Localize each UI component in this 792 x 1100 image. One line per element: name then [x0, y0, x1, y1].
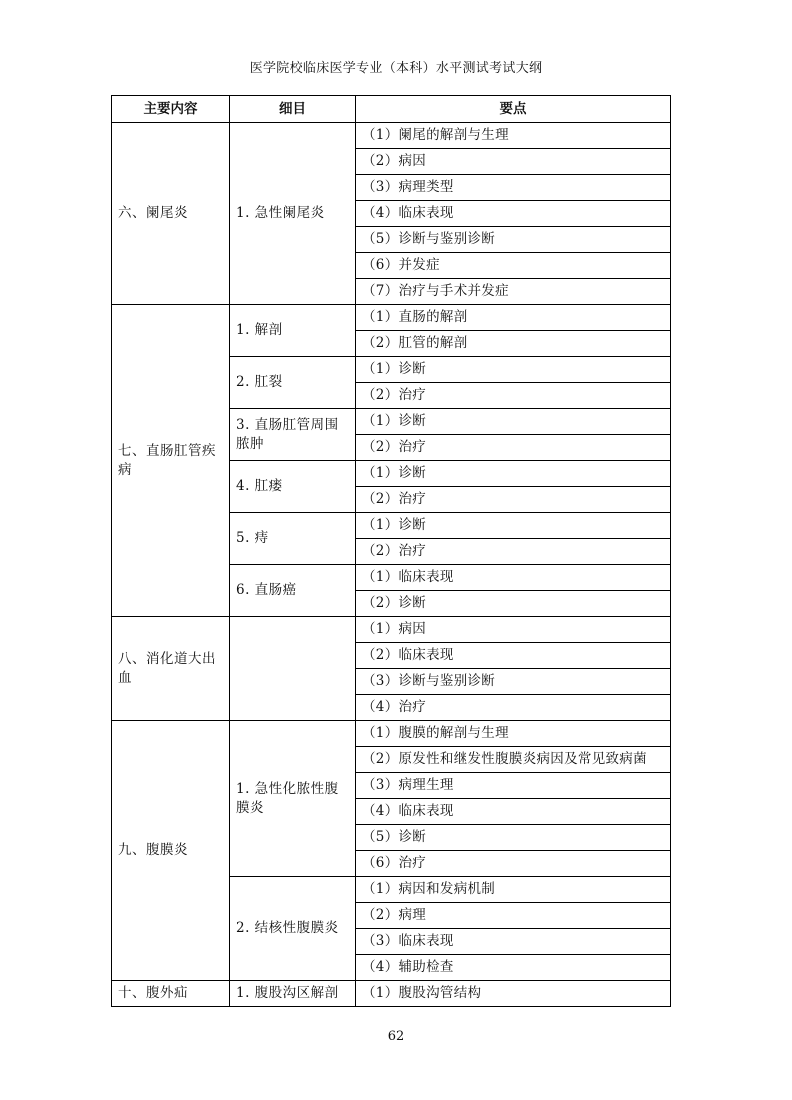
table-row — [112, 305, 671, 331]
detail-item: 1. 急性化脓性腹膜炎 — [230, 721, 356, 877]
key-point: （1）诊断 — [356, 461, 671, 487]
key-point: （2）治疗 — [356, 383, 671, 409]
key-point: （1）诊断 — [356, 409, 671, 435]
key-point: （1）诊断 — [356, 513, 671, 539]
key-point: （4）临床表现 — [356, 799, 671, 825]
key-point: （2）肛管的解剖 — [356, 331, 671, 357]
key-point: （1）阑尾的解剖与生理 — [356, 123, 671, 149]
detail-item: 1. 解剖 — [230, 305, 356, 357]
detail-item: 4. 肛瘘 — [230, 461, 356, 513]
main-topic: 十、腹外疝 — [112, 981, 230, 1007]
key-point: （7）治疗与手术并发症 — [356, 279, 671, 305]
column-header-detail: 细目 — [230, 96, 356, 123]
key-point: （1）诊断 — [356, 357, 671, 383]
key-point: （2）病因 — [356, 149, 671, 175]
outline-table — [111, 95, 671, 1007]
table-row — [112, 981, 671, 1007]
table-row — [112, 123, 671, 149]
key-point: （3）临床表现 — [356, 929, 671, 955]
key-point: （3）病理类型 — [356, 175, 671, 201]
key-point: （2）治疗 — [356, 487, 671, 513]
detail-item: 6. 直肠癌 — [230, 565, 356, 617]
key-point: （3）诊断与鉴别诊断 — [356, 669, 671, 695]
key-point: （3）病理生理 — [356, 773, 671, 799]
key-point: （2）治疗 — [356, 539, 671, 565]
key-point: （2）病理 — [356, 903, 671, 929]
detail-item — [230, 617, 356, 721]
key-point: （6）并发症 — [356, 253, 671, 279]
detail-item: 1. 急性阑尾炎 — [230, 123, 356, 305]
key-point: （4）临床表现 — [356, 201, 671, 227]
key-point: （1）临床表现 — [356, 565, 671, 591]
key-point: （1）腹股沟管结构 — [356, 981, 671, 1007]
page-header: 医学院校临床医学专业（本科）水平测试考试大纲 — [249, 61, 543, 76]
main-topic: 七、直肠肛管疾病 — [112, 305, 230, 617]
key-point: （2）原发性和继发性腹膜炎病因及常见致病菌 — [356, 747, 671, 773]
key-point: （5）诊断 — [356, 825, 671, 851]
key-point: （4）治疗 — [356, 695, 671, 721]
main-topic: 八、消化道大出血 — [112, 617, 230, 721]
key-point: （2）诊断 — [356, 591, 671, 617]
table-row — [112, 617, 671, 643]
detail-item: 2. 结核性腹膜炎 — [230, 877, 356, 981]
detail-item: 3. 直肠肛管周围脓肿 — [230, 409, 356, 461]
detail-item: 5. 痔 — [230, 513, 356, 565]
column-header-main: 主要内容 — [112, 96, 230, 123]
detail-item: 2. 肛裂 — [230, 357, 356, 409]
column-header-points: 要点 — [356, 96, 671, 123]
key-point: （1）病因和发病机制 — [356, 877, 671, 903]
detail-item: 1. 腹股沟区解剖 — [230, 981, 356, 1007]
key-point: （5）诊断与鉴别诊断 — [356, 227, 671, 253]
key-point: （1）直肠的解剖 — [356, 305, 671, 331]
key-point: （1）病因 — [356, 617, 671, 643]
key-point: （4）辅助检查 — [356, 955, 671, 981]
table-row — [112, 721, 671, 747]
table-header-row — [112, 96, 671, 123]
main-topic: 九、腹膜炎 — [112, 721, 230, 981]
key-point: （2）治疗 — [356, 435, 671, 461]
key-point: （2）临床表现 — [356, 643, 671, 669]
key-point: （6）治疗 — [356, 851, 671, 877]
page-number: 62 — [387, 1029, 405, 1044]
main-topic: 六、阑尾炎 — [112, 123, 230, 305]
key-point: （1）腹膜的解剖与生理 — [356, 721, 671, 747]
